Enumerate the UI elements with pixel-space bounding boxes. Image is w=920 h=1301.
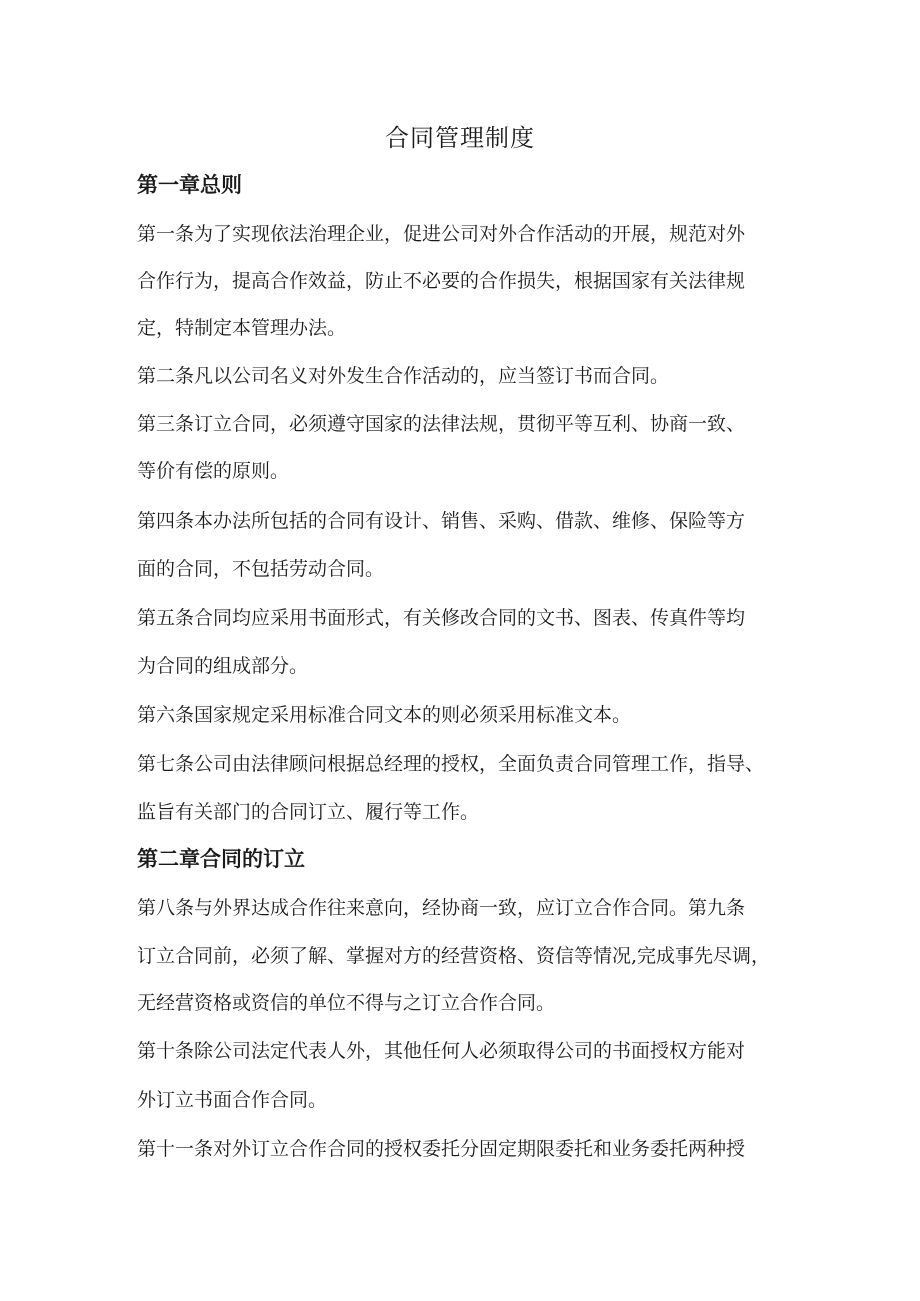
paragraph-line: 第十条除公司法定代表人外，其他任何人必须取得公司的书面授权方能对 [137, 1040, 746, 1062]
paragraph-line: 第三条订立合同，必须遵守国家的法律法规，贯彻平等互利、协商一致、 [137, 413, 746, 435]
paragraph-line: 第八条与外界达成合作往来意向，经协商一致，应订立合作合同。第九条 [137, 897, 746, 919]
paragraph-line: 等价有偿的原则。 [137, 460, 290, 482]
chapter-1-heading: 第一章总则 [137, 173, 242, 197]
paragraph-line: 订立合同前，必须了解、掌握对方的经营资格、资信等情况,完成事先尽调， [137, 945, 771, 967]
paragraph-line: 监旨有关部门的合同订立、履行等工作。 [137, 801, 480, 823]
paragraph-line: 第一条为了实现依法治理企业，促进公司对外合作活动的开展，规范对外 [137, 223, 746, 245]
paragraph-line: 第五条合同均应采用书面形式，有关修改合同的文书、图表、传真件等均 [137, 607, 746, 629]
paragraph-line: 定，特制定本管理办法。 [137, 317, 347, 339]
document-title: 合同管理制度 [385, 124, 535, 152]
paragraph-line: 外订立书面合作合同。 [137, 1089, 328, 1111]
paragraph-line: 第二条凡以公司名义对外发生合作活动的，应当签订书而合同。 [137, 365, 670, 387]
paragraph-line: 第七条公司由法律顾问根据总经理的授权，全面负责合同管理工作，指导、 [137, 753, 765, 775]
paragraph-line: 第六条国家规定采用标准合同文本的则必须采用标准文本。 [137, 704, 632, 726]
paragraph-line: 第四条本办法所包括的合同有设计、销售、采购、借款、维修、保险等方 [137, 510, 746, 532]
paragraph-line: 第十一条对外订立合作合同的授权委托分固定期限委托和业务委托两种授 [137, 1138, 746, 1160]
paragraph-line: 无经营资格或资信的单位不得与之订立合作合同。 [137, 992, 556, 1014]
paragraph-line: 为合同的组成部分。 [137, 655, 309, 677]
chapter-2-heading: 第二章合同的订立 [137, 847, 305, 871]
paragraph-line: 面的合同，不包括劳动合同。 [137, 558, 385, 580]
paragraph-line: 合作行为，提高合作效益，防止不必要的合作损失，根据国家有关法律规 [137, 270, 746, 292]
